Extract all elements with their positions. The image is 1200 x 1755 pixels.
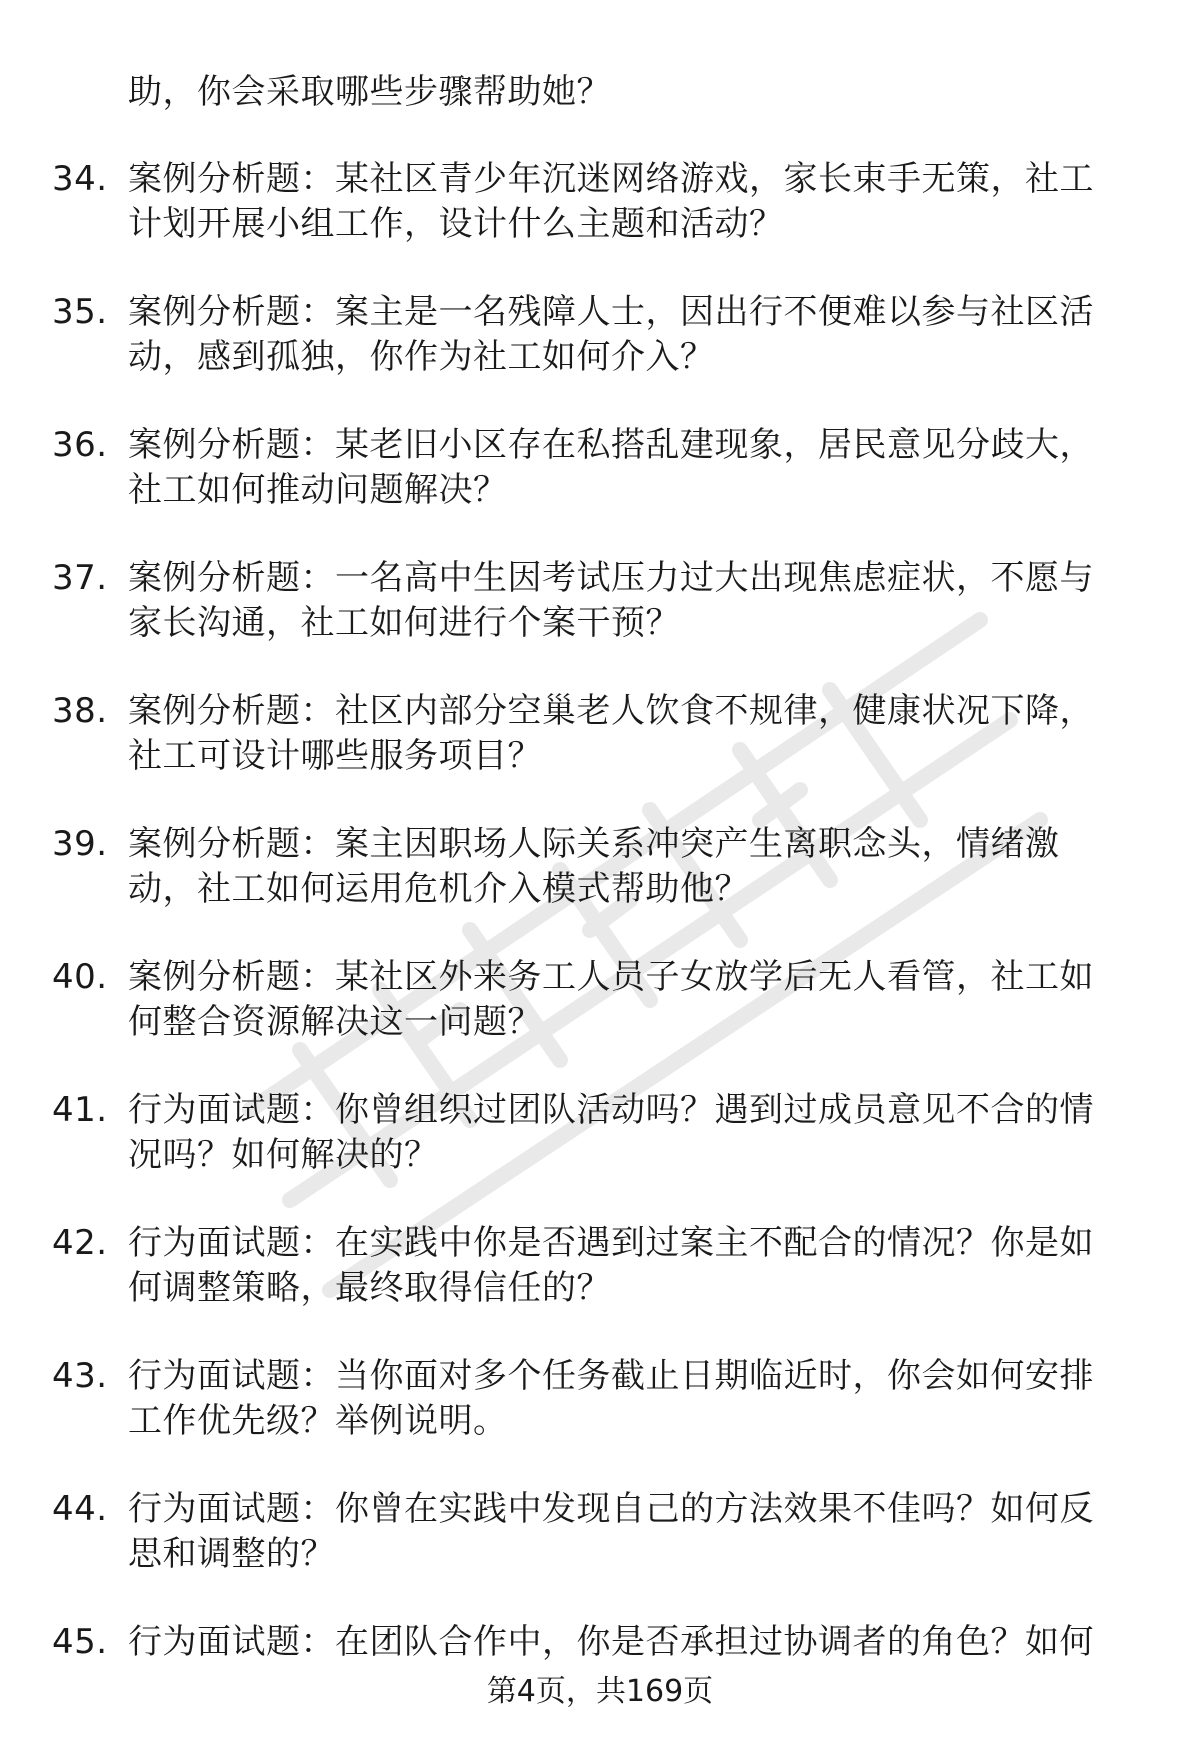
question-item — [52, 1221, 1152, 1311]
question-number: 41. — [52, 1090, 108, 1130]
question-item — [52, 1354, 1152, 1444]
question-number: 43. — [52, 1356, 108, 1396]
question-item — [52, 1620, 1152, 1665]
question-number: 37. — [52, 558, 108, 598]
question-number: 36. — [52, 425, 108, 465]
question-item — [52, 556, 1152, 646]
question-text: 行为面试题：你曾在实践中发现自己的方法效果不佳吗？如何反思和调整的？ — [128, 1489, 1094, 1574]
question-number: 44. — [52, 1489, 108, 1529]
question-text: 案例分析题：社区内部分空巢老人饮食不规律，健康状况下降，社工可设计哪些服务项目？ — [128, 691, 1094, 776]
question-text: 案例分析题：某社区青少年沉迷网络游戏，家长束手无策，社工计划开展小组工作，设计什么主题和活动？ — [128, 159, 1094, 244]
question-text: 行为面试题：当你面对多个任务截止日期临近时，你会如何安排工作优先级？举例说明。 — [128, 1356, 1094, 1441]
question-text: 行为面试题：在实践中你是否遇到过案主不配合的情况？你是如何调整策略，最终取得信任的？ — [128, 1223, 1094, 1308]
question-number: 42. — [52, 1223, 108, 1263]
question-number: 39. — [52, 824, 108, 864]
question-number: 34. — [52, 159, 108, 199]
question-item — [52, 290, 1152, 380]
question-list — [52, 157, 1152, 1665]
question-number: 45. — [52, 1622, 108, 1662]
question-number: 38. — [52, 691, 108, 731]
question-item — [52, 157, 1152, 247]
page-footer: 第4页，共169页 — [486, 1674, 714, 1709]
question-list-section — [52, 70, 1152, 1665]
question-item — [52, 423, 1152, 513]
question-text: 案例分析题：某社区外来务工人员子女放学后无人看管，社工如何整合资源解决这一问题？ — [128, 957, 1094, 1042]
question-number: 35. — [52, 292, 108, 332]
question-item — [52, 822, 1152, 912]
question-item — [52, 955, 1152, 1045]
question-text: 案例分析题：案主是一名残障人士，因出行不便难以参与社区活动，感到孤独，你作为社工如何介入？ — [128, 292, 1094, 377]
question-text: 行为面试题：在团队合作中，你是否承担过协调者的角色？如何 — [128, 1622, 1094, 1662]
question-number: 40. — [52, 957, 108, 997]
question-item — [52, 689, 1152, 779]
question-text: 案例分析题：某老旧小区存在私搭乱建现象，居民意见分歧大，社工如何推动问题解决？ — [128, 425, 1094, 510]
question-item — [52, 1487, 1152, 1577]
question-item — [52, 1088, 1152, 1178]
question-text: 案例分析题：案主因职场人际关系冲突产生离职念头，情绪激动，社工如何运用危机介入模式帮助他？ — [128, 824, 1060, 909]
question-text: 案例分析题：一名高中生因考试压力过大出现焦虑症状，不愿与家长沟通，社工如何进行个案干预？ — [128, 558, 1094, 643]
question-text: 行为面试题：你曾组织过团队活动吗？遇到过成员意见不合的情况吗？如何解决的？ — [128, 1090, 1094, 1175]
continuation-text: 助，你会采取哪些步骤帮助她？ — [128, 72, 611, 112]
